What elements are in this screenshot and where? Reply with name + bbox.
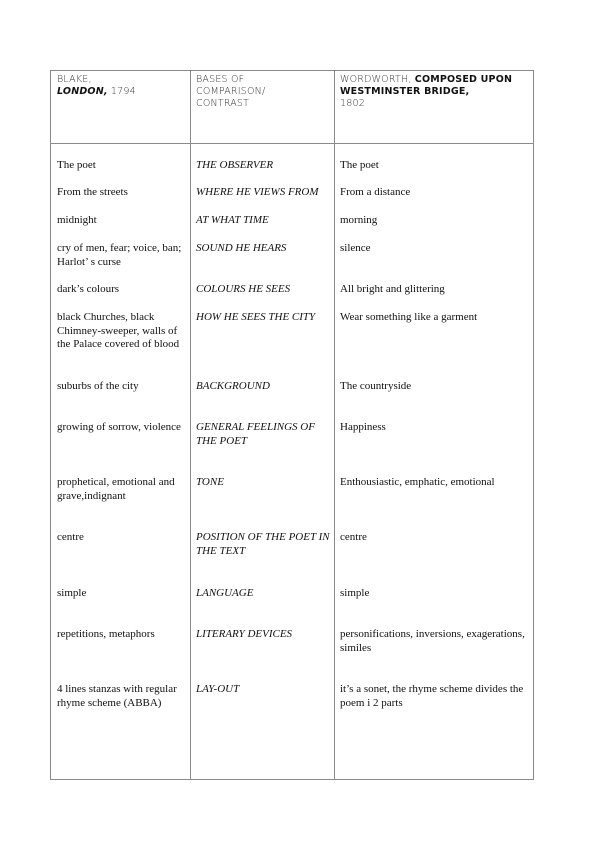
cell-blake: suburbs of the city <box>57 380 139 392</box>
cell-blake: centre <box>57 531 84 543</box>
cell-blake: 4 lines stanzas with regular rhyme scheme (ABBA) <box>57 683 177 709</box>
header-wordsworth-author: WORDWORTH, <box>340 74 415 85</box>
cell-wordsworth: simple <box>340 587 370 599</box>
header-blake <box>57 74 189 98</box>
cell-basis: AT WHAT TIME <box>196 214 269 226</box>
cell-blake: simple <box>57 587 87 599</box>
cell-blake: midnight <box>57 214 97 226</box>
cell-wordsworth: morning <box>340 214 378 226</box>
cell-blake: black Churches, black Chimney-sweeper, walls of the Palace covered of blood <box>57 311 180 350</box>
cell-wordsworth: it’s a sonet, the rhyme scheme divides the poem i 2 parts <box>340 683 524 709</box>
header-blake-title: LONDON, <box>57 86 108 97</box>
header-bases-line2: COMPARISON/ <box>196 86 266 97</box>
comparison-table <box>50 70 534 780</box>
cell-blake: cry of men, fear; voice, ban; Harlot’ s curse <box>57 242 182 268</box>
cell-wordsworth: personifications, inversions, exagerations, similes <box>340 628 525 654</box>
column-divider <box>334 71 335 779</box>
cell-wordsworth: silence <box>340 242 371 254</box>
cell-blake: growing of sorrow, violence <box>57 421 181 433</box>
cell-blake: repetitions, metaphors <box>57 628 155 640</box>
cell-wordsworth: Happiness <box>340 421 386 433</box>
cell-basis: BACKGROUND <box>196 380 270 392</box>
header-bases <box>196 74 334 110</box>
cell-wordsworth: From a distance <box>340 186 411 198</box>
header-blake-author: BLAKE, <box>57 74 92 85</box>
cell-wordsworth: centre <box>340 531 367 543</box>
cell-wordsworth: Wear something like a garment <box>340 311 478 323</box>
column-divider <box>190 71 191 779</box>
cell-blake: prophetical, emotional and grave,indignant <box>57 476 175 502</box>
header-wordsworth-main <box>340 74 530 98</box>
cell-basis: POSITION OF THE POET IN THE TEXT <box>196 531 330 557</box>
header-wordsworth <box>340 74 530 110</box>
cell-basis: SOUND HE HEARS <box>196 242 287 254</box>
header-bases-line3: CONTRAST <box>196 98 250 109</box>
header-wordsworth-year: 1802 <box>340 98 365 109</box>
cell-wordsworth: The countryside <box>340 380 412 392</box>
header-wordsworth-title: COMPOSED UPON WESTMINSTER BRIDGE, <box>340 74 513 97</box>
header-blake-year: 1794 <box>107 86 136 97</box>
cell-basis: LITERARY DEVICES <box>196 628 293 640</box>
cell-basis: LANGUAGE <box>196 587 254 599</box>
cell-blake: The poet <box>57 159 96 171</box>
cell-blake: From the streets <box>57 186 128 198</box>
cell-basis: LAY-OUT <box>196 683 240 695</box>
cell-basis: TONE <box>196 476 224 488</box>
cell-wordsworth: The poet <box>340 159 379 171</box>
cell-blake: dark’s colours <box>57 283 120 295</box>
cell-basis: WHERE HE VIEWS FROM <box>196 186 319 198</box>
cell-basis: GENERAL FEELINGS OF THE POET <box>196 421 315 447</box>
header-divider <box>51 143 533 144</box>
cell-basis: HOW HE SEES THE CITY <box>196 311 316 323</box>
cell-basis: COLOURS HE SEES <box>196 283 291 295</box>
cell-basis: THE OBSERVER <box>196 159 274 171</box>
header-blake-title-line <box>57 86 189 98</box>
header-bases-line1: BASES OF <box>196 74 245 85</box>
cell-wordsworth: Enthousiastic, emphatic, emotional <box>340 476 495 488</box>
cell-wordsworth: All bright and glittering <box>340 283 445 295</box>
